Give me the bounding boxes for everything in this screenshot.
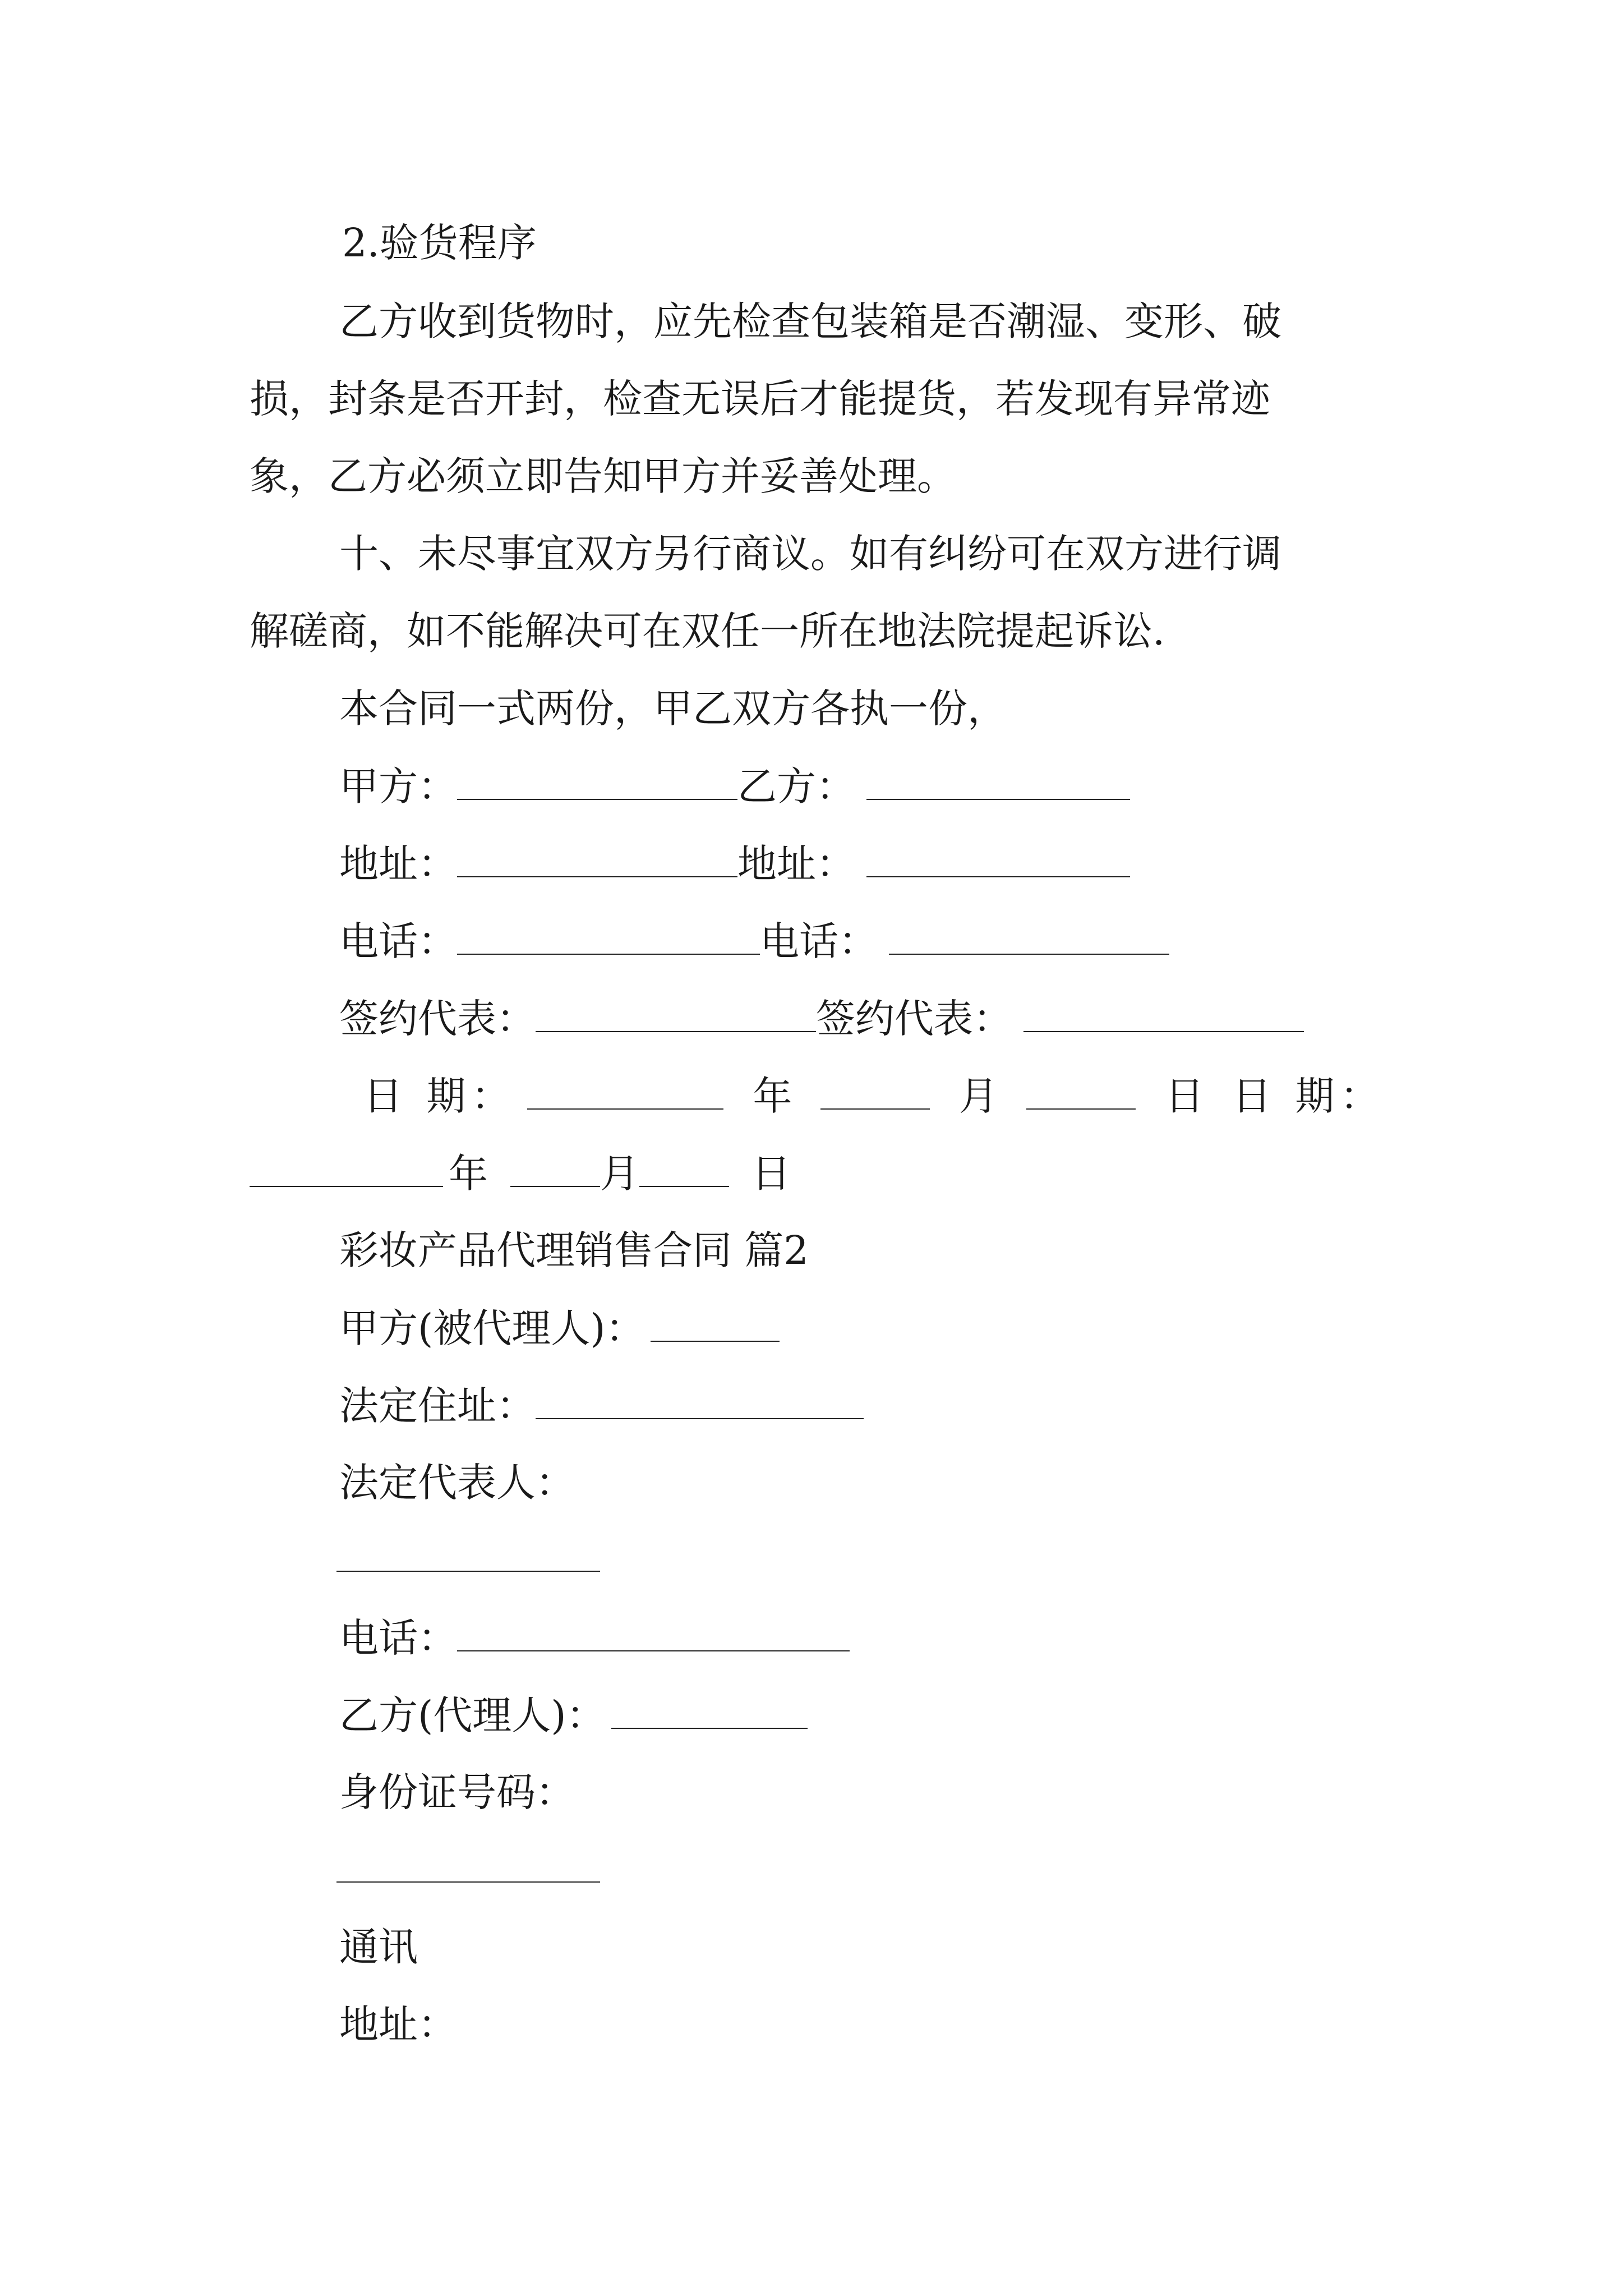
party-b-label: 乙方：	[737, 763, 855, 809]
principal-row	[339, 1305, 780, 1351]
phone2-label: 电话：	[339, 1615, 457, 1661]
party-a-date-label: 日 期：	[363, 1073, 517, 1119]
year-label-b: 年	[449, 1151, 488, 1197]
month-label-a: 月	[958, 1073, 1004, 1119]
legal-rep-label: 法定代表人：	[339, 1460, 575, 1506]
legal-rep-row	[339, 1460, 575, 1506]
party-a-rep-field[interactable]	[536, 999, 816, 1032]
date-row-2	[250, 1151, 791, 1197]
party-b-address-label: 地址：	[737, 841, 855, 887]
day-label-a: 日	[1165, 1073, 1210, 1119]
year-label-a: 年	[753, 1073, 798, 1119]
party-a-phone-label: 电话：	[339, 918, 457, 964]
party-a-field[interactable]	[457, 766, 737, 800]
day-label-b: 日	[751, 1151, 791, 1197]
phone2-field[interactable]	[457, 1618, 850, 1651]
legal-address-row	[339, 1383, 864, 1429]
party-b-month-field[interactable]	[510, 1153, 600, 1187]
principal-field[interactable]	[651, 1308, 780, 1342]
party-a-address-label: 地址：	[339, 841, 457, 887]
party-row	[339, 763, 1130, 809]
party-a-address-field[interactable]	[457, 844, 737, 877]
legal-rep-field[interactable]	[336, 1571, 600, 1572]
party-a-year-field[interactable]	[527, 1076, 723, 1110]
id-number-row	[339, 1769, 575, 1815]
month-label-b: 月	[600, 1151, 639, 1197]
party-b-rep-field[interactable]	[1023, 999, 1304, 1032]
comm-label: 通讯	[339, 1924, 418, 1970]
legal-address-label: 法定住址：	[339, 1383, 536, 1429]
principal-label: 甲方(被代理人)：	[339, 1305, 645, 1351]
party-a-phone-field[interactable]	[457, 921, 760, 955]
agent-field[interactable]	[611, 1695, 808, 1729]
party-b-date-label: 日 期：	[1232, 1073, 1385, 1119]
id-number-label: 身份证号码：	[339, 1769, 575, 1815]
id-number-field[interactable]	[336, 1881, 600, 1883]
contract2-title: 彩妆产品代理销售合同 篇2	[339, 1227, 809, 1273]
phone2-row	[339, 1615, 850, 1661]
section-heading: 2.验货程序	[342, 220, 537, 266]
clause10-line-2: 解磋商，如不能解决可在双任一所在地法院提起诉讼.	[250, 608, 1165, 654]
date-row-1	[363, 1073, 1385, 1119]
legal-address-field[interactable]	[536, 1386, 864, 1419]
copies-note: 本合同一式两份，甲乙双方各执一份，	[339, 685, 1007, 731]
inspection-line-1: 乙方收到货物时，应先检查包装箱是否潮湿、变形、破	[339, 298, 1281, 344]
party-a-label: 甲方：	[339, 763, 457, 809]
representative-row	[339, 996, 1304, 1042]
party-b-phone-field[interactable]	[889, 921, 1169, 955]
party-b-address-field[interactable]	[866, 844, 1130, 877]
party-a-rep-label: 签约代表：	[339, 996, 536, 1042]
party-a-day-field[interactable]	[1026, 1076, 1136, 1110]
inspection-line-3: 象，乙方必须立即告知甲方并妥善处理。	[250, 453, 956, 499]
inspection-line-2: 损，封条是否开封，检查无误后才能提货，若发现有异常迹	[250, 376, 1270, 422]
party-b-year-field[interactable]	[250, 1153, 443, 1187]
phone-row	[339, 918, 1169, 964]
comm-address-label: 地址：	[339, 2001, 457, 2047]
party-b-rep-label: 签约代表：	[816, 996, 1012, 1042]
agent-label: 乙方(代理人)：	[339, 1692, 606, 1738]
clause10-line-1: 十、未尽事宜双方另行商议。如有纠纷可在双方进行调	[339, 531, 1281, 577]
party-b-field[interactable]	[866, 766, 1130, 800]
party-b-phone-label: 电话：	[760, 918, 878, 964]
party-a-month-field[interactable]	[820, 1076, 930, 1110]
party-b-day-field[interactable]	[639, 1153, 729, 1187]
address-row	[339, 841, 1130, 887]
agent-row	[339, 1692, 808, 1738]
